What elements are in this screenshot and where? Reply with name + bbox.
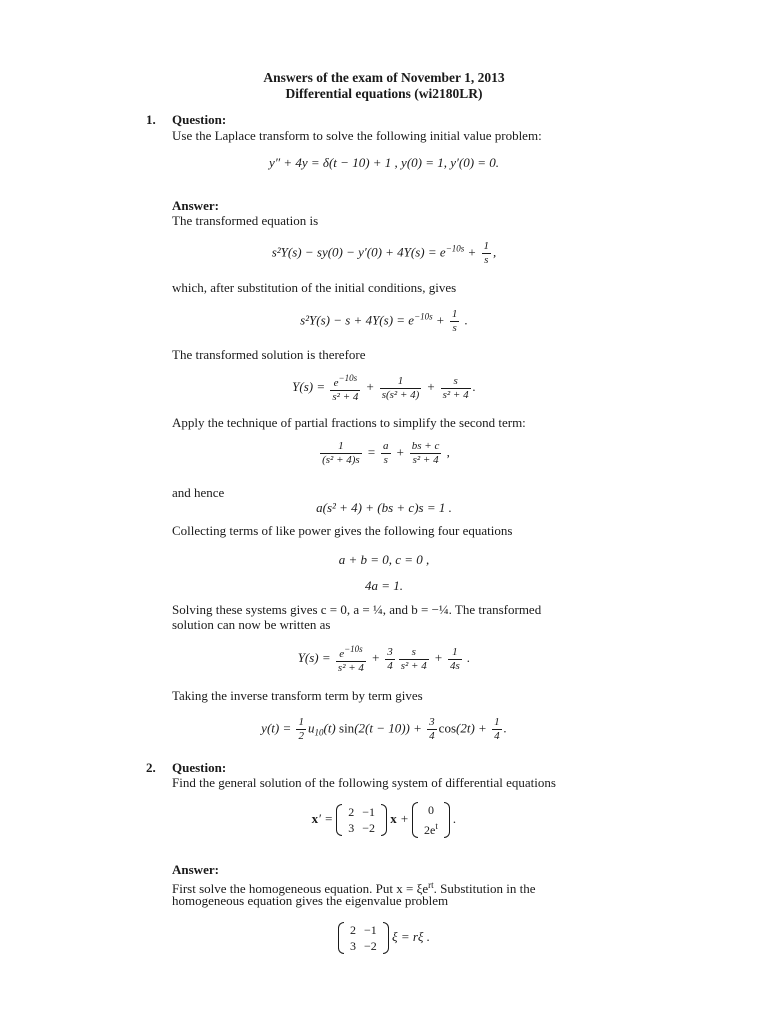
answer-1-text-7b: solution can now be written as	[172, 617, 331, 632]
question-2-number: 2.	[146, 760, 156, 775]
answer-1-text-6: Collecting terms of like power gives the following four equations	[172, 523, 513, 538]
answer-1-text-4: Apply the technique of partial fractions to simplify the second term:	[172, 415, 526, 430]
forcing-vector: 0 $2e^t$	[412, 802, 450, 838]
eigenvalue-problem: 2 −1 3 −2 ξ = rξ .	[0, 922, 768, 954]
system-line-1: a + b = 0, c = 0 ,	[338, 552, 430, 567]
answer-1-text-2: which, after substitution of the initial conditions, gives	[172, 280, 457, 295]
ivp-equation: y″ + 4y = δ(t − 10) + 1 , y(0) = 1, y′(0) = 0.	[268, 155, 500, 170]
answer-2-text-2: homogeneous equation gives the eigenvalue problem	[172, 893, 449, 908]
hence-equation: a(s² + 4) + (bs + c)s = 1 .	[316, 500, 452, 515]
eigen-matrix: 2 −1 3 −2	[338, 922, 389, 954]
partial-fractions: $\frac{1}{\text{(s² + 4)s}}$ = $\frac{a}{s}$ + $\frac{bs + c}{\text{s² + 4}}$ ,	[322, 440, 450, 466]
document-title: Answers of the exam of November 1, 2013	[263, 70, 505, 85]
rewritten-solution: Y(s) = $\frac{e^{-10s}}{\text{s² + 4}}$ + $\frac{3}{4}$ $\frac{s}{\text{s² + 4}}$ + $\frac{1}{4s}$ .	[297, 644, 471, 674]
question-1-text: Use the Laplace transform to solve the following initial value problem:	[172, 128, 542, 143]
answer-1-text-3: The transformed solution is therefore	[172, 347, 366, 362]
question-1-number: 1.	[146, 112, 156, 127]
question-2-text: Find the general solution of the following system of differential equations	[172, 775, 556, 790]
final-solution: y(t) = $\frac{1}{2}$ $u_{10}(t) \sin(2(t - 10))$ + $\frac{3}{4}$ cos(2t) + $\frac{1}{4}$ .	[261, 716, 507, 742]
answer-1-label: Answer:	[172, 198, 219, 213]
document-subtitle: Differential equations (wi2180LR)	[285, 86, 483, 101]
transformed-solution: Y(s) = $\frac{e^{-10s}}{\text{s² + 4}}$ + $\frac{1}{\text{s(s² + 4)}}$ + $\frac{s}{\text{s² + 4}}$ .	[292, 373, 476, 403]
answer-1-text-5: and hence	[172, 485, 225, 500]
answer-2-text-1: First solve the homogeneous equation. Put $x = \xi e^{rt}$. Substitution in the	[172, 880, 536, 896]
coefficient-matrix: 2 −1 3 −2	[336, 804, 387, 836]
system-equation: x′ = 2 −1 3 −2 x + 0 $2e^t$ .	[311, 803, 457, 837]
answer-2-label: Answer:	[172, 862, 219, 877]
question-2-label: Question:	[172, 760, 227, 775]
answer-1-text-1: The transformed equation is	[172, 213, 319, 228]
system-line-2: 4a = 1.	[364, 578, 404, 593]
transformed-equation: $s^2Y(s) - sy(0) - y'(0) + 4Y(s) = e^{-10s}$ + $\frac{1}{s}$ ,	[271, 240, 497, 266]
answer-1-text-7a: Solving these systems gives c = 0, a = ¼, and b = −¼. The transformed	[172, 602, 542, 617]
answer-1-text-8: Taking the inverse transform term by term gives	[172, 688, 423, 703]
substituted-equation: $s^2Y(s) - s + 4Y(s) = e^{-10s}$ + $\frac{1}{s}$ .	[300, 308, 468, 334]
question-1-label: Question:	[172, 112, 227, 127]
